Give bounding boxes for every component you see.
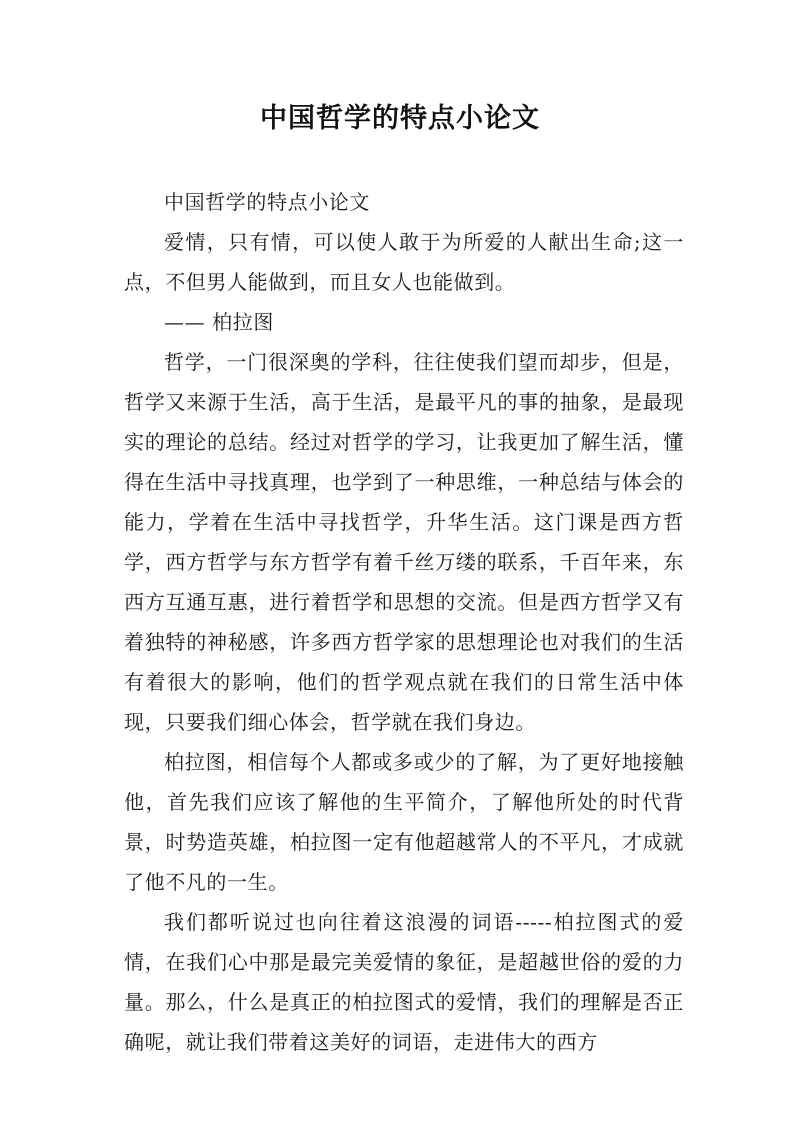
- document-body: [124, 182, 684, 1062]
- document-title: 中国哲学的特点小论文: [260, 103, 540, 134]
- paragraph-platonic-love: 我们都听说过也向往着这浪漫的词语-----柏拉图式的爱情，在我们心中那是最完美爱情的象征，是超越世俗的爱的力量。那么，什么是真正的柏拉图式的爱情，我们的理解是否正确呢，就让我们带着这美好的词语，走进伟大的西方: [124, 910, 684, 1054]
- paragraph-philosophy: 哲学，一门很深奥的学科，往往使我们望而却步，但是，哲学又来源于生活，高于生活，是最平凡的事的抽象，是最现实的理论的总结。经过对哲学的学习，让我更加了解生活，懂得在生活中寻找真理，也学到了一种思维，一种总结与体会的能力，学着在生活中寻找哲学，升华生活。这门课是西方哲学，西方哲学与东方哲学有着千丝万缕的联系，千百年来，东西方互通互惠，进行着哲学和思想的交流。但是西方哲学又有着独特的神秘感，许多西方哲学家的思想理论也对我们的生活有着很大的影响，他们的哲学观点就在我们的日常生活中体现，只要我们细心体会，哲学就在我们身边。: [124, 350, 684, 734]
- paragraph-plato: 柏拉图，相信每个人都或多或少的了解，为了更好地接触他，首先我们应该了解他的生平简介，了解他所处的时代背景，时势造英雄，柏拉图一定有他超越常人的不平凡，才成就了他不凡的一生。: [124, 750, 684, 894]
- paragraph-subtitle: 中国哲学的特点小论文: [164, 190, 370, 214]
- paragraph-attribution: —— 柏拉图: [164, 310, 274, 334]
- paragraph-quote: 爱情，只有情，可以使人敢于为所爱的人献出生命;这一点，不但男人能做到，而且女人也能做到。: [124, 230, 684, 294]
